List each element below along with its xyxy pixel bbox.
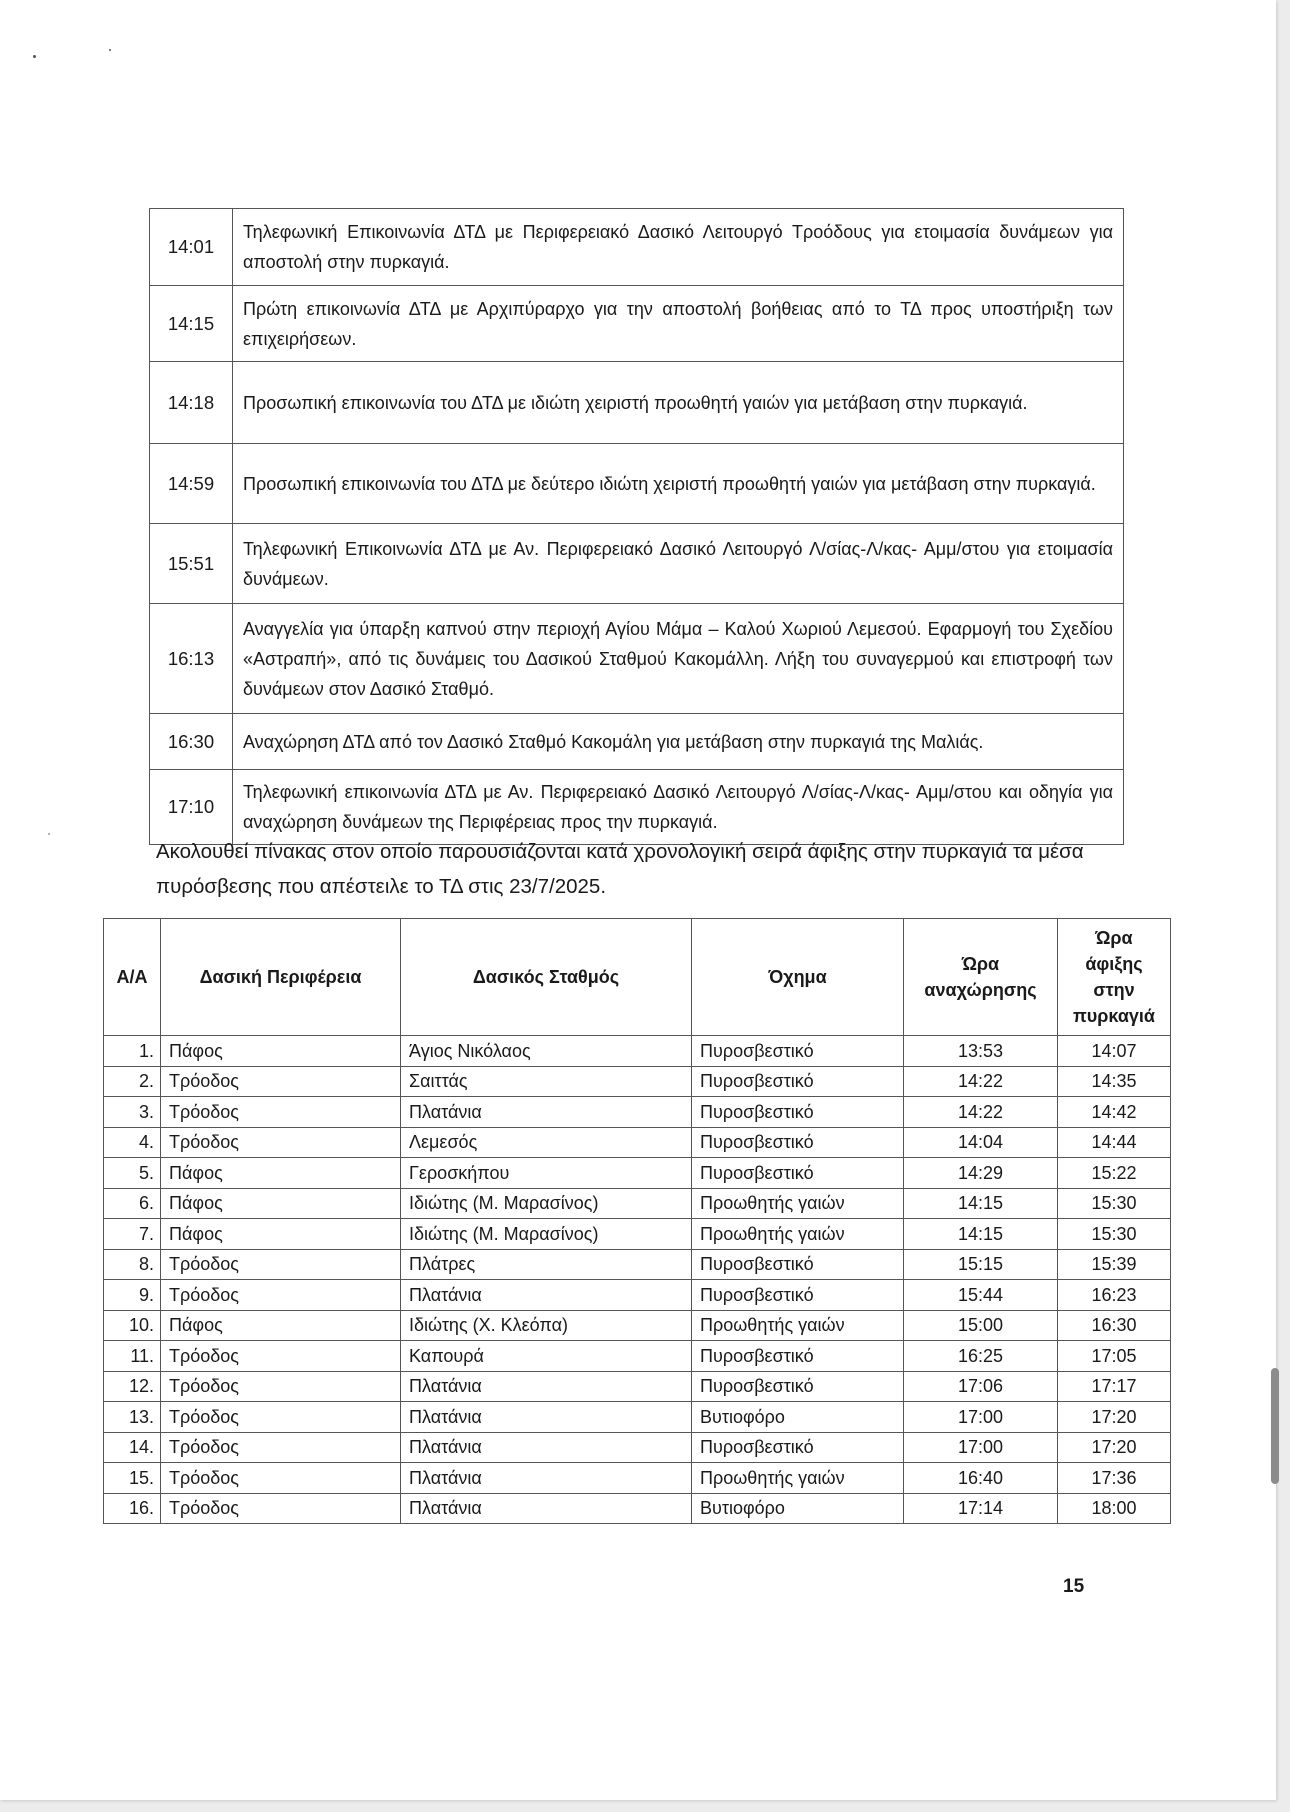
- cell-station: Λεμεσός: [401, 1127, 692, 1158]
- timeline-description: Αναχώρηση ΔΤΔ από τον Δασικό Σταθμό Κακομάλη για μετάβαση στην πυρκαγιά της Μαλιάς.: [233, 714, 1124, 770]
- cell-aa: 14.: [104, 1432, 161, 1463]
- cell-vehicle: Πυροσβεστικό: [692, 1158, 904, 1189]
- cell-station: Ιδιώτης (Μ. Μαρασίνος): [401, 1219, 692, 1250]
- cell-arrival: 16:30: [1058, 1310, 1171, 1341]
- cell-aa: 3.: [104, 1097, 161, 1128]
- cell-departure: 17:14: [904, 1493, 1058, 1524]
- cell-vehicle: Βυτιοφόρο: [692, 1402, 904, 1433]
- timeline-description: Αναγγελία για ύπαρξη καπνού στην περιοχή Αγίου Μάμα – Καλού Χωριού Λεμεσού. Εφαρμογή του Σχεδίου «Αστραπή», από τις δυνάμεις του Δασικού Σταθμού Κακομάλλη. Λήξη του συναγερμού και επιστροφή των δυνάμεων στον Δασικό Σταθμό.: [233, 604, 1124, 714]
- cell-arrival: 14:35: [1058, 1066, 1171, 1097]
- table-row: [104, 1219, 1171, 1250]
- timeline-row: [150, 714, 1124, 770]
- timeline-row: [150, 524, 1124, 604]
- timeline-row: [150, 286, 1124, 362]
- table-row: [104, 1280, 1171, 1311]
- cell-vehicle: Προωθητής γαιών: [692, 1463, 904, 1494]
- cell-departure: 14:22: [904, 1066, 1058, 1097]
- cell-vehicle: Προωθητής γαιών: [692, 1188, 904, 1219]
- cell-departure: 14:04: [904, 1127, 1058, 1158]
- cell-arrival: 17:05: [1058, 1341, 1171, 1372]
- cell-arrival: 17:17: [1058, 1371, 1171, 1402]
- timeline-table: [149, 208, 1124, 845]
- column-header-region: Δασική Περιφέρεια: [161, 919, 401, 1036]
- cell-station: Γεροσκήπου: [401, 1158, 692, 1189]
- table-row: [104, 1371, 1171, 1402]
- cell-station: Πλατάνια: [401, 1097, 692, 1128]
- cell-aa: 15.: [104, 1463, 161, 1494]
- cell-vehicle: Πυροσβεστικό: [692, 1097, 904, 1128]
- table-row: [104, 1463, 1171, 1494]
- cell-vehicle: Πυροσβεστικό: [692, 1432, 904, 1463]
- cell-aa: 7.: [104, 1219, 161, 1250]
- timeline-row: [150, 604, 1124, 714]
- cell-arrival: 14:42: [1058, 1097, 1171, 1128]
- table-row: [104, 1310, 1171, 1341]
- timeline-time: 16:30: [150, 714, 233, 770]
- table-row: [104, 1036, 1171, 1067]
- cell-vehicle: Πυροσβεστικό: [692, 1066, 904, 1097]
- timeline-time: 14:59: [150, 444, 233, 524]
- cell-departure: 17:00: [904, 1402, 1058, 1433]
- cell-departure: 17:00: [904, 1432, 1058, 1463]
- column-header-vehicle: Όχημα: [692, 919, 904, 1036]
- table-row: [104, 1158, 1171, 1189]
- timeline-description: Τηλεφωνική Επικοινωνία ΔΤΔ με Αν. Περιφερειακό Δασικό Λειτουργό Λ/σίας-Λ/κας- Αμμ/στου για ετοιμασία δυνάμεων.: [233, 524, 1124, 604]
- cell-region: Τρόοδος: [161, 1402, 401, 1433]
- cell-station: Πλατάνια: [401, 1493, 692, 1524]
- cell-station: Σαιττάς: [401, 1066, 692, 1097]
- cell-region: Τρόοδος: [161, 1371, 401, 1402]
- timeline-description: Πρώτη επικοινωνία ΔΤΔ με Αρχιπύραρχο για την αποστολή βοήθειας από το ΤΔ προς υποστήριξη των επιχειρήσεων.: [233, 286, 1124, 362]
- cell-station: Πλατάνια: [401, 1463, 692, 1494]
- cell-region: Τρόοδος: [161, 1341, 401, 1372]
- timeline-row: [150, 362, 1124, 444]
- column-header-station: Δασικός Σταθμός: [401, 919, 692, 1036]
- cell-aa: 6.: [104, 1188, 161, 1219]
- table-row: [104, 1493, 1171, 1524]
- cell-station: Πλατάνια: [401, 1432, 692, 1463]
- timeline-time: 16:13: [150, 604, 233, 714]
- timeline-time: 15:51: [150, 524, 233, 604]
- cell-region: Τρόοδος: [161, 1432, 401, 1463]
- page-number: 15: [1063, 1576, 1085, 1597]
- cell-arrival: 15:39: [1058, 1249, 1171, 1280]
- cell-arrival: 17:36: [1058, 1463, 1171, 1494]
- cell-region: Πάφος: [161, 1219, 401, 1250]
- cell-arrival: 15:30: [1058, 1188, 1171, 1219]
- cell-station: Πλατάνια: [401, 1280, 692, 1311]
- cell-aa: 11.: [104, 1341, 161, 1372]
- cell-departure: 13:53: [904, 1036, 1058, 1067]
- table-row: [104, 1341, 1171, 1372]
- arrivals-header-row: [104, 919, 1171, 1036]
- table-row: [104, 1066, 1171, 1097]
- cell-vehicle: Προωθητής γαιών: [692, 1310, 904, 1341]
- scan-speck: [33, 55, 36, 58]
- scan-speck: [109, 49, 111, 51]
- timeline-time: 14:15: [150, 286, 233, 362]
- cell-vehicle: Πυροσβεστικό: [692, 1371, 904, 1402]
- cell-vehicle: Πυροσβεστικό: [692, 1249, 904, 1280]
- table-row: [104, 1432, 1171, 1463]
- timeline-row: [150, 444, 1124, 524]
- scrollbar-thumb[interactable]: [1271, 1368, 1279, 1484]
- intro-paragraph: Ακολουθεί πίνακας στον οποίο παρουσιάζονται κατά χρονολογική σειρά άφιξης στην πυρκαγιά τα μέσα πυρόσβεσης που απέστειλε το ΤΔ στις 23/7/2025.: [156, 840, 1084, 898]
- cell-station: Πλατάνια: [401, 1371, 692, 1402]
- timeline-description: Προσωπική επικοινωνία του ΔΤΔ με δεύτερο ιδιώτη χειριστή προωθητή γαιών για μετάβαση στην πυρκαγιά.: [233, 444, 1124, 524]
- timeline-description: Προσωπική επικοινωνία του ΔΤΔ με ιδιώτη χειριστή προωθητή γαιών για μετάβαση στην πυρκαγιά.: [233, 362, 1124, 444]
- cell-vehicle: Πυροσβεστικό: [692, 1036, 904, 1067]
- cell-aa: 8.: [104, 1249, 161, 1280]
- cell-departure: 14:15: [904, 1219, 1058, 1250]
- cell-station: Ιδιώτης (Μ. Μαρασίνος): [401, 1188, 692, 1219]
- table-row: [104, 1402, 1171, 1433]
- cell-region: Πάφος: [161, 1188, 401, 1219]
- timeline-description: Τηλεφωνική Επικοινωνία ΔΤΔ με Περιφερειακό Δασικό Λειτουργό Τροόδους για ετοιμασία δυνάμεων για αποστολή στην πυρκαγιά.: [233, 209, 1124, 286]
- cell-aa: 13.: [104, 1402, 161, 1433]
- cell-vehicle: Βυτιοφόρο: [692, 1493, 904, 1524]
- cell-departure: 15:00: [904, 1310, 1058, 1341]
- timeline-time: 14:18: [150, 362, 233, 444]
- table-row: [104, 1249, 1171, 1280]
- cell-departure: 14:29: [904, 1158, 1058, 1189]
- cell-arrival: 17:20: [1058, 1432, 1171, 1463]
- column-header-aa: Α/Α: [104, 919, 161, 1036]
- cell-arrival: 14:07: [1058, 1036, 1171, 1067]
- cell-station: Πλάτρες: [401, 1249, 692, 1280]
- cell-aa: 4.: [104, 1127, 161, 1158]
- cell-region: Τρόοδος: [161, 1249, 401, 1280]
- column-header-arrival: Ώρα άφιξης στην πυρκαγιά: [1058, 919, 1171, 1036]
- cell-aa: 1.: [104, 1036, 161, 1067]
- cell-region: Πάφος: [161, 1036, 401, 1067]
- cell-arrival: 16:23: [1058, 1280, 1171, 1311]
- cell-arrival: 18:00: [1058, 1493, 1171, 1524]
- cell-region: Πάφος: [161, 1158, 401, 1189]
- cell-vehicle: Πυροσβεστικό: [692, 1341, 904, 1372]
- cell-region: Τρόοδος: [161, 1493, 401, 1524]
- cell-vehicle: Πυροσβεστικό: [692, 1280, 904, 1311]
- cell-arrival: 15:30: [1058, 1219, 1171, 1250]
- cell-station: Καπουρά: [401, 1341, 692, 1372]
- cell-departure: 14:15: [904, 1188, 1058, 1219]
- cell-region: Πάφος: [161, 1310, 401, 1341]
- table-row: [104, 1097, 1171, 1128]
- cell-aa: 16.: [104, 1493, 161, 1524]
- cell-region: Τρόοδος: [161, 1280, 401, 1311]
- cell-aa: 10.: [104, 1310, 161, 1341]
- cell-region: Τρόοδος: [161, 1463, 401, 1494]
- table-row: [104, 1127, 1171, 1158]
- column-header-departure: Ώρα αναχώρησης: [904, 919, 1058, 1036]
- cell-departure: 17:06: [904, 1371, 1058, 1402]
- cell-vehicle: Πυροσβεστικό: [692, 1127, 904, 1158]
- cell-departure: 14:22: [904, 1097, 1058, 1128]
- cell-station: Ιδιώτης (Χ. Κλεόπα): [401, 1310, 692, 1341]
- cell-aa: 12.: [104, 1371, 161, 1402]
- cell-departure: 16:40: [904, 1463, 1058, 1494]
- cell-aa: 9.: [104, 1280, 161, 1311]
- cell-station: Πλατάνια: [401, 1402, 692, 1433]
- cell-region: Τρόοδος: [161, 1097, 401, 1128]
- scan-speck: [48, 833, 50, 835]
- cell-departure: 16:25: [904, 1341, 1058, 1372]
- cell-region: Τρόοδος: [161, 1127, 401, 1158]
- cell-aa: 5.: [104, 1158, 161, 1189]
- cell-station: Άγιος Νικόλαος: [401, 1036, 692, 1067]
- cell-arrival: 17:20: [1058, 1402, 1171, 1433]
- timeline-time: 17:10: [150, 770, 233, 845]
- arrivals-table: [103, 918, 1171, 1524]
- cell-arrival: 15:22: [1058, 1158, 1171, 1189]
- timeline-row: [150, 209, 1124, 286]
- cell-vehicle: Προωθητής γαιών: [692, 1219, 904, 1250]
- cell-arrival: 14:44: [1058, 1127, 1171, 1158]
- cell-region: Τρόοδος: [161, 1066, 401, 1097]
- timeline-description: Τηλεφωνική επικοινωνία ΔΤΔ με Αν. Περιφερειακό Δασικό Λειτουργό Λ/σίας-Λ/κας- Αμμ/στου και οδηγία για αναχώρηση δυνάμεων της Περιφέρειας προς την πυρκαγιά.: [233, 770, 1124, 845]
- cell-aa: 2.: [104, 1066, 161, 1097]
- table-row: [104, 1188, 1171, 1219]
- cell-departure: 15:44: [904, 1280, 1058, 1311]
- cell-departure: 15:15: [904, 1249, 1058, 1280]
- timeline-time: 14:01: [150, 209, 233, 286]
